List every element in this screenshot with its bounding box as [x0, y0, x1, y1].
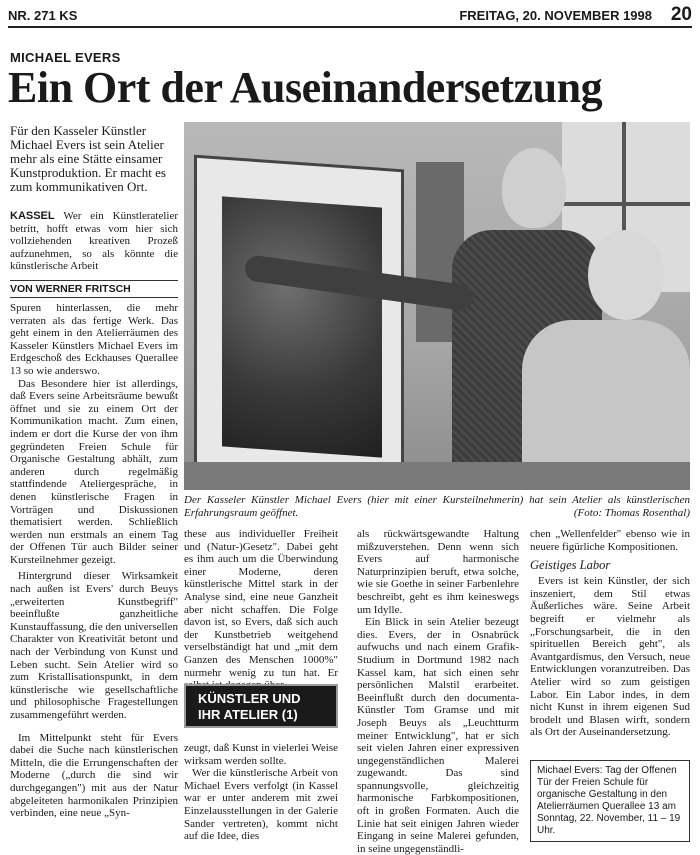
- paragraph: chen „Wellenfelder" ebenso wie in neuere figürliche Kompositionen.: [530, 528, 690, 553]
- event-info-box: Michael Evers: Tag der Offenen Tür der Freien Schule für organische Gestaltung in den Atelierräumen Querallee 13 am Sonntag, 22. November, 11 – 19 Uhr.: [530, 760, 690, 842]
- paragraph: zeugt, daß Kunst in vielerlei Weise wirksam werden sollte.: [184, 742, 338, 767]
- topic-kicker: MICHAEL EVERS: [10, 50, 121, 65]
- lead-paragraph: [10, 210, 178, 273]
- article-photo: [184, 122, 690, 490]
- paragraph: Ein Blick in sein Atelier bezeugt dies. Evers, der in Osnabrück aufwuchs und nach einem Grafik-Studium in Dortmund 1982 nach Kassel kam, hat sich einen sehr persönlichen Malstil erarbeitet. Beeinflußt durch den documenta-Künstler Tom Gramse und mit Joseph Beuys als „Leuchtturm meiner Entwicklung", hat er sich seit vielen Jahren einer expressiven ungegenständlichen Malerei zugewandt. Das sind spannungsvolle, gleichzeitig harmonische Farbkompositionen, oft in großen Formaten. Auch die Linie hat seit einigen Jahren wieder Eingang in seine Malerei gefunden, in seine ungegenständli-: [357, 616, 519, 855]
- column-1: [10, 302, 178, 838]
- dateline: KASSEL: [10, 210, 55, 222]
- painting: [222, 196, 382, 457]
- photo-credit: (Foto: Thomas Rosenthal): [573, 506, 690, 519]
- column-3: [357, 528, 519, 855]
- paragraph: Spuren hinterlassen, die mehr verraten als das fertige Werk. Das geht einem in den Atelierräumen des Kasseler Künstlers Michael Evers im Erdgeschoß des Eckhauses Querallee 13 so wie anderswo.: [10, 302, 178, 377]
- paragraph: these aus individueller Freiheit und (Natur-)Gesetz". Dabei geht es ihm auch um die Überwindung einer Moderne, deren künstlerische Mittel stark in der Analyse sind, eine neue Ganzheit aber nicht schaffen. Die Folge davon ist, so Evers, daß sich auch der Kunstbetrieb weitgehend verselbständigt hat und „mit dem Ganzen des Menschen 1000%" nurmehr wenig zu tun hat. Er: [184, 528, 338, 679]
- issue-date: FREITAG, 20. NOVEMBER 1998: [459, 8, 652, 23]
- issue-number: NR. 271 KS: [8, 8, 78, 23]
- byline: VON WERNER FRITSCH: [10, 280, 178, 298]
- headline: Ein Ort der Auseinandersetzung: [8, 63, 603, 112]
- paragraph: Im Mittelpunkt steht für Evers dabei die Suche nach künstlerischen Mitteln, die die Errungenschaften der Moderne („durch die sind wir durchgegangen") mit aus der Natur abgeleiteten harmonikalen Prinzipien verbinden, eine neue „Syn-: [10, 731, 178, 820]
- photo-caption: [184, 494, 690, 519]
- caption-text: Der Kasseler Künstler Michael Evers (hier mit einer Kursteilnehmerin) hat sein Atelier als künstlerischen Erfahrungsraum geöffnet.: [184, 494, 690, 519]
- page-number: 20: [670, 4, 692, 25]
- teaser: Für den Kasseler Künstler Michael Evers ist sein Atelier mehr als eine Stätte einsamer Kunstproduktion. Er macht es zum kommunikativen Ort.: [10, 123, 166, 194]
- lead-text: Wer ein Künstleratelier betritt, hofft etwas vom hier sich vollziehenden kreativen Prozeß aufzunehmen, so als könnte die künstlerische Arbeit: [10, 210, 178, 273]
- column-2-top: [184, 528, 338, 678]
- column-4: [530, 528, 690, 754]
- column-2-bottom: [184, 742, 338, 843]
- paragraph: Evers ist kein Künstler, der sich inszeniert, dem Stil etwas Äußerliches wäre. Seine Arbeit begreift er vielmehr als „Forschungsarbeit, die in den spirituellen Bereich geht", als Avantgardismus, den Versuch, neue Entwicklungen voranzutreiben. Das Atelier wird so zum geistigen Labor. Ein Labor indes, in dem nicht Kunst in ihrem eigenen Sud brodelt und Blasen wirft, sondern als Ort der Auseinandersetzung.: [530, 575, 690, 739]
- paragraph: Das Besondere hier ist allerdings, daß Evers seine Arbeitsräume bewußt öffnet und sie zu einem Ort der Kommunikation macht. Zum einen, indem er dort die Kurse der von ihm gegründeten Freien Schule für Organische Gestaltung abhält, zum anderen durch regelmäßig stattfindende Ateliergespräche, in denen künstlerische Fragen in Vorträgen und Diskussionen thematisiert werden. Schließlich werden nun erstmals an einem Tag der Offenen Tür auch Bilder seiner Kursteilnehmer gezeigt.: [10, 377, 178, 566]
- paragraph: Hintergrund dieser Wirksamkeit nach außen ist Evers' durch Beuys „erweiterten Kunstbegriff" beeinflußte ganzheitliche Kunstauffassung, die den universellen Charakter von Kreativität betont und nach der Verbindung von Kunst und Leben sucht. Sein Atelier wird so zum Kristallisationspunkt, in dem künstlerische wie gesellschaftliche und philosophische Fragestellungen zusammengeführt werden.: [10, 570, 178, 721]
- paragraph: als rückwärtsgewandte Haltung mißzuverstehen. Denn wenn sich Evers auf harmonische Naturprinzipien beruft, etwa solche, wie sie Goethe in seiner Farbenlehre beschreibt, geht es ihm keineswegs um Idylle.: [357, 528, 519, 616]
- artist-head: [502, 148, 566, 228]
- newspaper-header: [8, 6, 692, 28]
- series-box: KÜNSTLER UND IHR ATELIER (1): [184, 684, 338, 728]
- subheading: Geistiges Labor: [530, 558, 611, 573]
- paragraph: Wer die künstlerische Arbeit von Michael Evers verfolgt (in Kassel war er unter anderem mit zwei Einzelausstellungen in der Galerie Sander vertreten), kommt nicht auf die Idee, dies: [184, 767, 338, 843]
- participant-head: [588, 230, 664, 320]
